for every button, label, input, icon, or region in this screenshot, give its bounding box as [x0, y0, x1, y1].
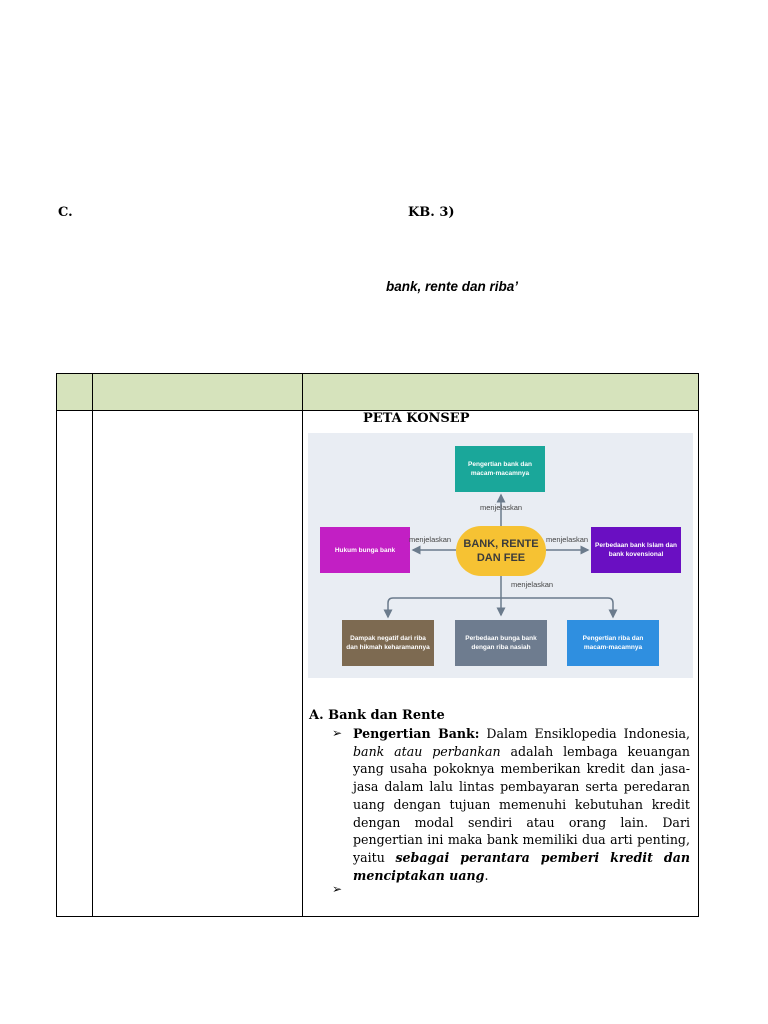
concept-map-title: PETA KONSEP [363, 411, 470, 426]
column-divider-2 [302, 374, 303, 916]
section-letter: C. [58, 205, 73, 220]
column-divider-1 [92, 374, 93, 916]
bullet-arrow-icon: ➢ [332, 726, 343, 740]
kb-label: KB. 3) [408, 205, 455, 220]
bullet-paragraph [353, 725, 690, 884]
box-perbedaan-bunga: Perbedaan bunga bank dengan riba nasiah [455, 620, 547, 666]
box-pengertian-bank: Pengertian bank dan macam-macamnya [455, 446, 545, 492]
table-header-row [57, 374, 698, 411]
bullet-label: Pengertian Bank: [353, 726, 480, 741]
section-a-title: A. Bank dan Rente [309, 708, 445, 723]
para-bold-italic: sebagai perantara pemberi kredit dan menciptakan uang [353, 849, 691, 883]
para-text-1: Dalam Ensiklopedia Indonesia, [479, 726, 690, 741]
link-label-left: menjelaskan [409, 535, 452, 544]
subtitle: bank, rente dan riba’ [386, 279, 519, 294]
box-dampak-negatif: Dampak negatif dari riba dan hikmah keharamannya [342, 620, 434, 666]
para-italic: bank atau perbankan [353, 743, 501, 759]
box-hukum-bunga: Hukum bunga bank [320, 527, 410, 573]
bullet-arrow-icon-2: ➢ [332, 882, 343, 896]
para-text-2: adalah lembaga keuangan yang usaha pokoknya memberikan kredit dan jasa-jasa dalam lalu lintas pembayaran serta peredaran uang dengan tujuan memenuhi kebutuhan kredit dengan modal sendiri atau orang lain. Dari pengertian ini maka bank memiliki dua arti penting, yaitu [353, 743, 690, 865]
box-perbedaan-bank: Perbedaan bank Islam dan bank kovensional [591, 527, 681, 573]
concept-map [308, 433, 693, 678]
link-label-bottom: menjelaskan [511, 580, 554, 589]
link-label-right: menjelaskan [546, 535, 589, 544]
box-pengertian-riba: Pengertian riba dan macam-macamnya [567, 620, 659, 666]
link-label-top: menjelaskan [480, 503, 523, 512]
para-end: . [484, 867, 489, 883]
center-node: BANK, RENTE DAN FEE [456, 526, 546, 576]
